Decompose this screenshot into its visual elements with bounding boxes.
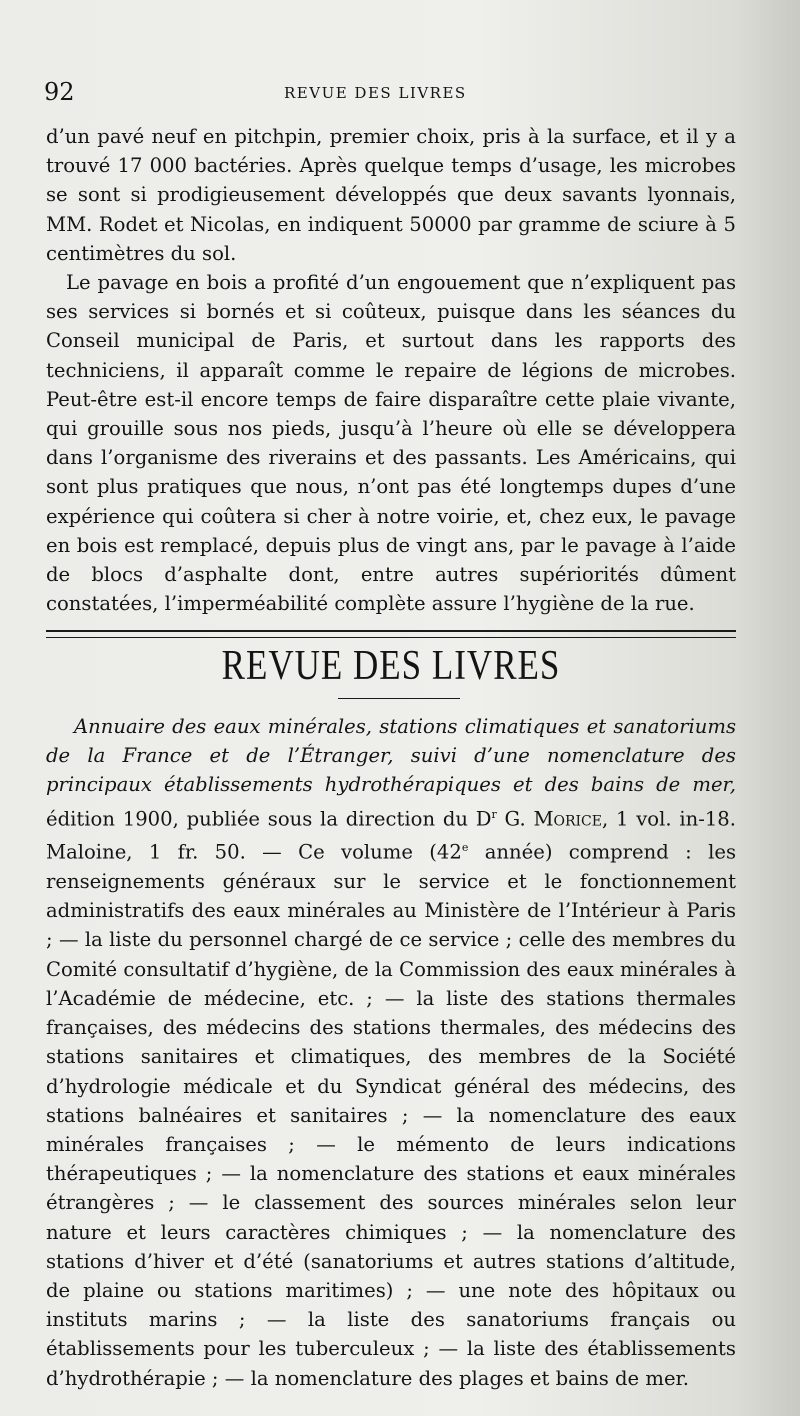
review-content: année) comprend : les renseignements généraux sur le service et le fonctionnement administratifs des eaux minérales au Ministère de l’Intérieur à Paris ; — la liste du personnel chargé de ce service ; celle des membres du Comité consultatif d’hygiène, de la Commission des eaux minérales à l’Académie de médecine, etc. ; — la liste des stations thermales françaises, des médecins des stations thermales, des médecins des stations sanitaires et climatiques, des membres de la Société d’hydrologie médicale et du Syndicat général des médecins, des stations balnéaires et sanitaires ; — la nomenclature des eaux minérales françaises ; — le mémento de leurs indications thérapeutiques ; — la nomenclature des stations et eaux minérales étrangères ; — le classement des sources minérales selon leur nature et leurs caractères chimiques ; — la nomenclature des stations d’hiver et d’été (sanatoriums et autres stations d’altitude, de plaine ou stations maritimes) ; — une note des hôpitaux ou instituts marins ; — la liste des sanatoriums français ou établissements pour les tuberculeux ; — la liste des établissements d’hydrothérapie ; — la nomenclature des plages et bains de mer.: [46, 840, 736, 1390]
doctor-superscript: r: [491, 807, 497, 821]
title-underline: [338, 698, 460, 699]
editor-name: G. Morice: [496, 807, 602, 831]
page-number: 92: [44, 78, 75, 106]
section-divider: [46, 630, 736, 638]
edition-text: édition 1900, publiée sous la direction du D: [46, 807, 492, 831]
page-header: [44, 78, 734, 112]
running-head: REVUE DES LIVRES: [284, 84, 467, 102]
paragraph-2: Le pavage en bois a profité d’un engouement que n’expliquent pas ses services si bornés et si coûteux, puisque dans les séances du Conseil municipal de Paris, et surtout dans les rapports des techniciens, il apparaît comme le repaire de légions de microbes. Peut-être est-il encore temps de faire disparaître cette plaie vivante, qui grouille sous nos pieds, jusqu’à l’heure où elle se développera dans l’organisme des riverains et des passants. Les Américains, qui sont plus pratiques que nous, n’ont pas été longtemps dupes d’une expérience qui coûtera si cher à notre voirie, et, chez eux, le pavage en bois est remplacé, depuis plus de vingt ans, par le pavage à l’aide de blocs d’asphalte dont, entre autres supériorités dûment constatées, l’imperméabilité complète assure l’hygiène de la rue.: [46, 271, 736, 616]
article-continuation: [46, 122, 736, 618]
paragraph-1: d’un pavé neuf en pitchpin, premier choix, pris à la surface, et il y a trouvé 17 000 bactéries. Après quelque temps d’usage, les microbes se sont si prodigieusement développés que deux savants lyonnais, MM. Rodet et Nicolas, en indiquent 50000 par gramme de sciure à 5 centimètres du sol.: [46, 125, 736, 265]
publication-details: , 1 vol. in-18. Maloine, 1 fr. 50. — Ce volume (42: [46, 807, 736, 864]
book-title: Annuaire des eaux minérales, stations climatiques et sanatoriums de la France et de l’Étranger, suivi d’une nomenclature des principaux établissements hydrothérapiques et des bains de mer,: [46, 715, 736, 797]
year-superscript: e: [461, 841, 469, 855]
book-review: [46, 712, 736, 1393]
section-title: REVUE DES LIVRES: [221, 642, 561, 689]
